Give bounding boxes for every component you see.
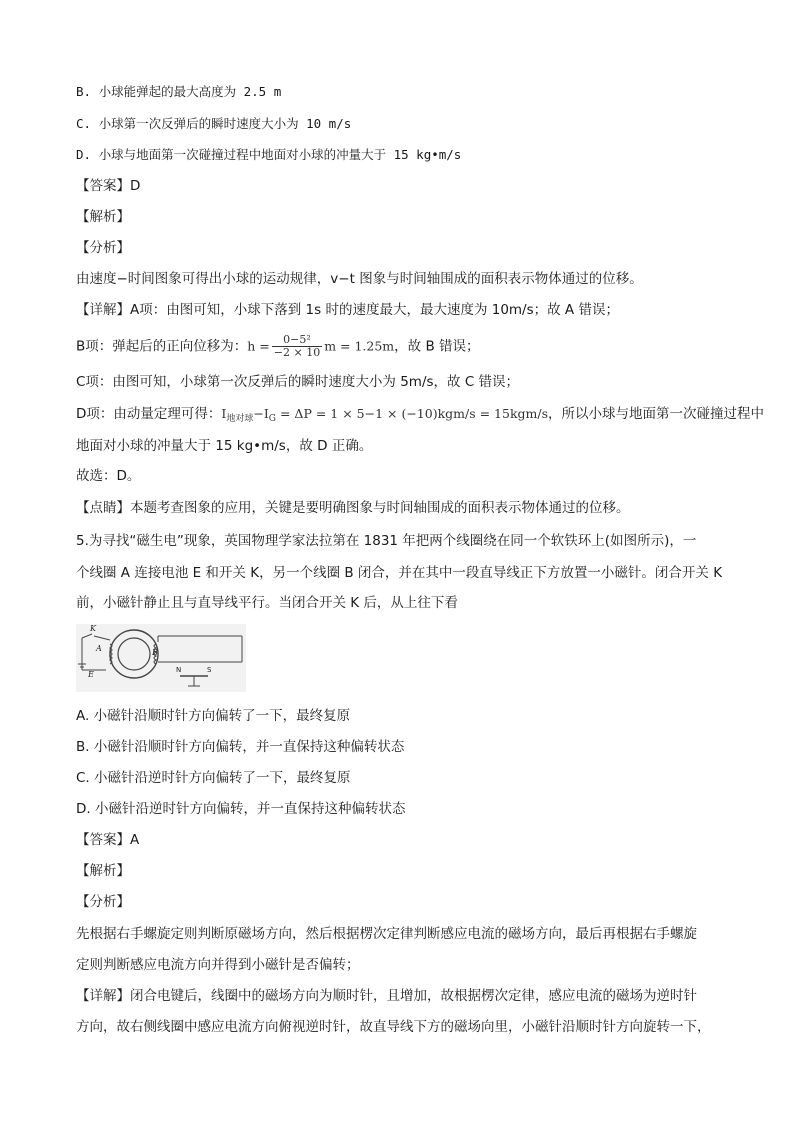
option-c-q5: C. 小磁针沿逆时针方向偏转了一下，最终复原: [76, 770, 351, 786]
detail-c-text: C项：由图可知，小球第一次反弹后的瞬时速度大小为 5m/s，故 C 错误；: [76, 374, 520, 390]
answer-label-q5: 【答案】A: [76, 832, 140, 848]
label-b: B: [152, 648, 158, 657]
coil-diagram-svg: [76, 624, 246, 692]
label-a: A: [96, 644, 102, 653]
formula-result: m = 1.25m: [324, 338, 395, 354]
detail-b-line: [76, 334, 480, 359]
detail-b-suffix: ，故 B 错误；: [394, 338, 480, 355]
question-5-line-3: 前，小磁针静止且与直导线平行。当闭合开关 K 后，从上往下看: [76, 595, 458, 611]
impulse-equation: = ΔP = 1 × 5−1 × (−10)kgm/s = 15kgm/s: [276, 406, 549, 421]
formula-h: h =: [247, 338, 270, 354]
label-e: E: [88, 670, 94, 679]
fraction-numerator: 0−5²: [272, 334, 322, 347]
q5-analysis-line-2: 定则判断感应电流方向并得到小磁针是否偏转；: [76, 957, 360, 973]
question-5-line-1: 5.为寻找“磁生电”现象，英国物理学家法拉第在 1831 年把两个线圈绕在同一个软铁环上(如图所示)，一: [76, 533, 697, 549]
question-5-line-2: 个线圈 A 连接电池 E 和开关 K，另一个线圈 B 闭合，并在其中一段直导线正下方放置一小磁针。闭合开关 K: [76, 565, 723, 581]
choice-text: 故选：D。: [76, 468, 141, 484]
option-d-line: D. 小球与地面第一次碰撞过程中地面对小球的冲量大于 15 kg•m/s: [76, 147, 462, 162]
option-a-q5: A. 小磁针沿顺时针方向偏转了一下，最终复原: [76, 708, 351, 724]
impulse-minus: −I: [253, 406, 269, 421]
impulse-subscript-ground: 地对球: [226, 414, 254, 424]
coil-diagram: [76, 624, 246, 692]
fraction-denominator: −2 × 10: [273, 346, 321, 359]
option-d-q5: D. 小磁针沿逆时针方向偏转，并一直保持这种偏转状态: [76, 801, 406, 817]
label-s: S: [207, 666, 212, 674]
fenxi-label-q5: 【分析】: [76, 894, 130, 910]
detail-d-prefix: D项：由动量定理可得：: [76, 406, 222, 422]
formula-fraction: [272, 334, 322, 359]
impulse-symbol: I: [221, 406, 227, 421]
analysis-text: 由速度−时间图象可得出小球的运动规律，v−t 图象与时间轴围成的面积表示物体通过的位移。: [76, 271, 643, 287]
impulse-formula: [221, 406, 549, 424]
label-k: K: [90, 624, 96, 633]
q5-detail-line-1: 【详解】闭合电键后，线圈中的磁场方向为顺时针，且增加，故根据楞次定律，感应电流的磁场为逆时针: [76, 988, 697, 1004]
detail-d-line: [76, 404, 764, 429]
q5-analysis-line-1: 先根据右手螺旋定则判断原磁场方向，然后根据楞次定律判断感应电流的磁场方向，最后再根据右手螺旋: [76, 926, 697, 942]
option-c-line: C. 小球第一次反弹后的瞬时速度大小为 10 m/s: [76, 116, 352, 131]
key-point-text: 【点睛】本题考查图象的应用，关键是要明确图象与时间轴围成的面积表示物体通过的位移。: [76, 500, 630, 516]
detail-b-prefix: B项：弹起后的正向位移为：: [76, 338, 248, 355]
detail-a-text: 【详解】A项：由图可知，小球下落到 1s 时的速度最大，最大速度为 10m/s；故 A 错误；: [76, 302, 619, 318]
option-b-q5: B. 小磁针沿顺时针方向偏转，并一直保持这种偏转状态: [76, 739, 405, 755]
analysis-label: 【解析】: [76, 209, 130, 225]
label-n: N: [176, 666, 182, 674]
option-b-line: B. 小球能弹起的最大高度为 2.5 m: [76, 84, 282, 99]
detail-d-continued: 地面对小球的冲量大于 15 kg•m/s，故 D 正确。: [76, 438, 373, 454]
q5-detail-line-2: 方向，故右侧线圈中感应电流方向俯视逆时针，故直导线下方的磁场向里，小磁针沿顺时针方向旋转一下，: [76, 1019, 711, 1035]
impulse-subscript-g: G: [268, 414, 276, 424]
answer-label: 【答案】D: [76, 178, 141, 194]
fenxi-label: 【分析】: [76, 240, 130, 256]
detail-d-suffix: ，所以小球与地面第一次碰撞过程中: [548, 406, 765, 422]
analysis-label-q5: 【解析】: [76, 863, 130, 879]
